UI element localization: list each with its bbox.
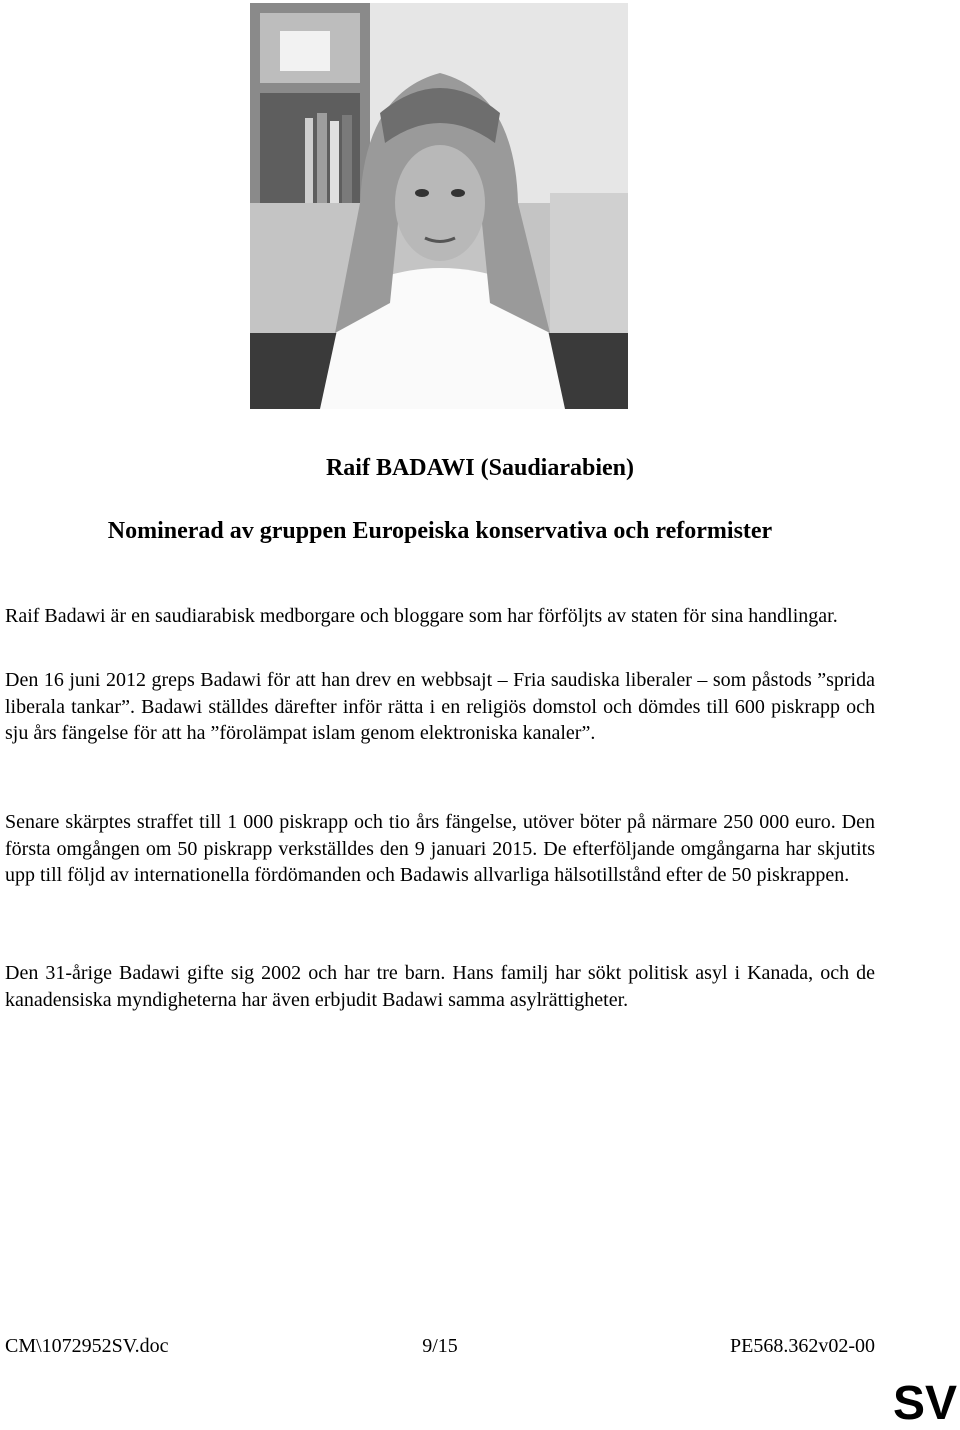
page-title: Raif BADAWI (Saudiarabien) [325,455,635,481]
paragraph-intro: Raif Badawi är en saudiarabisk medborgare och bloggare som har förföljts av staten för sina handlingar. [5,605,838,627]
portrait-photo [250,3,628,409]
footer-page-number: 9/15 [422,1335,458,1357]
footer-pe-ref: PE568.362v02-00 [730,1335,875,1357]
language-code: SV [892,1377,957,1430]
footer-doc-ref: CM\1072952SV.doc [5,1335,169,1357]
nomination-subtitle: Nominerad av gruppen Europeiska konservativa och reformister [107,518,773,544]
paragraph-arrest: Den 16 juni 2012 greps Badawi för att han drev en webbsajt – Fria saudiska liberaler – som påstods ”sprida liberala tankar”. Badawi ställdes därefter inför rätta i en religiös domstol och dömdes till 600 piskrapp och sju års fängelse för att ha ”förolämpat islam genom elektroniska kanaler”. [5,669,875,744]
paragraph-sentence: Senare skärptes straffet till 1 000 piskrapp och tio års fängelse, utöver böter på närmare 250 000 euro. Den första omgången om 50 piskrapp verkställdes den 9 januari 2015. De efterföljande omgångarna har skjutits upp till följd av internationella fördömanden och Badawis allvarliga hälsotillstånd efter de 50 piskrappen. [5,811,875,886]
paragraph-family: Den 31-årige Badawi gifte sig 2002 och har tre barn. Hans familj har sökt politisk asyl i Kanada, och de kanadensiska myndigheterna har även erbjudit Badawi samma asylrättigheter. [5,962,875,1011]
